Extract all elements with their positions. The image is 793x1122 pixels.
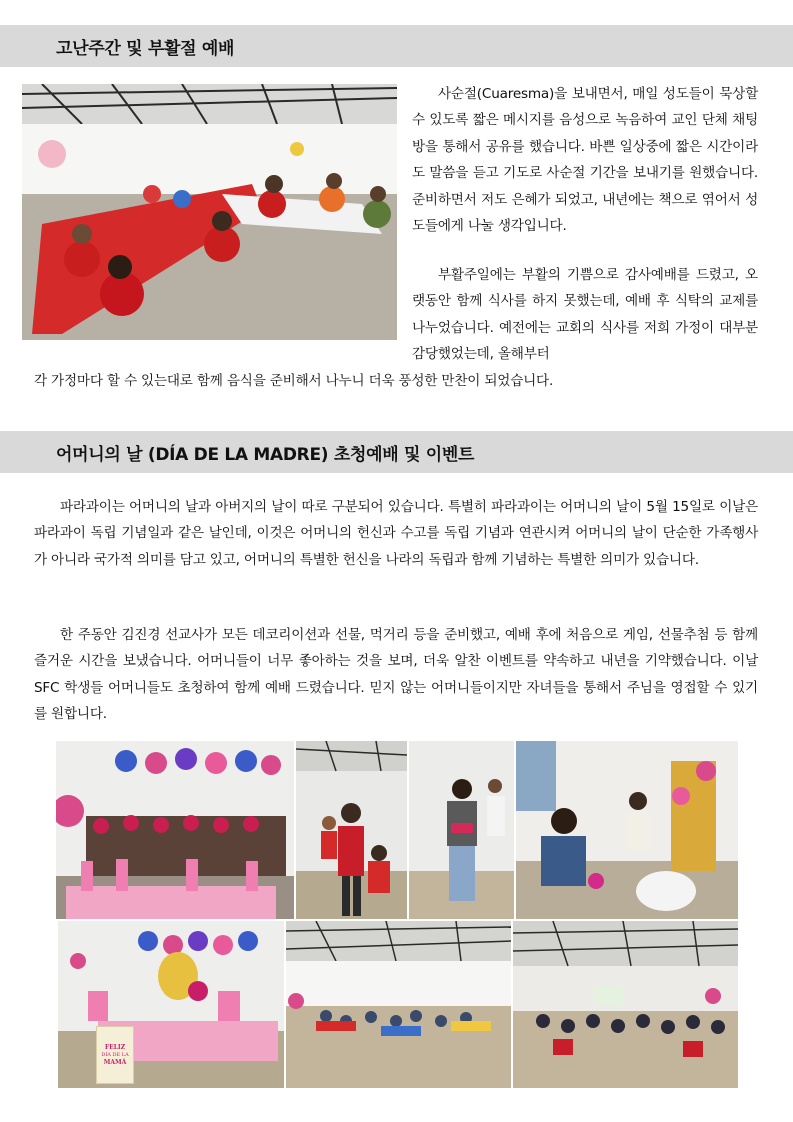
photo-hall-gathering (286, 921, 511, 1088)
sign-feliz: FELIZ (104, 1043, 126, 1051)
mothers-day-paragraph-1: 파라과이는 어머니의 날과 아버지의 날이 따로 구분되어 있습니다. 특별히 파라과이는 어머니의 날이 5월 15일로 이날은 파라과이 독립 기념일과 같은 날인데, 이것은 어머니의 헌신과 수고를 독립 기념과 연관시켜 어머니의 날이 단순한 가족행사가 아니라 국가적 의미를 담고 있고, 어머니의 특별한 헌신을 나라의 독립과 함께 기념하는 특별한 의미가 있습니다. (34, 499, 758, 568)
photo-easter-meal (22, 84, 397, 340)
easter-paragraph-1: 사순절(Cuaresma)을 보내면서, 매일 성도들이 묵상할 수 있도록 짧은 메시지를 음성으로 녹음하여 교인 단체 채팅방을 통해서 공유를 했습니다. 바쁜 일상중에 짧은 시간이라도 말씀을 듣고 기도로 사순절 기간을 보내기를 원했습니다. 준비하면서 저도 은혜가 되었고, 내년에는 책으로 엮어서 성도들에게 나눌 생각입니다. (412, 86, 758, 235)
sign-dia: DÍA DE LA (101, 1051, 129, 1058)
section-title-easter: 고난주간 및 부활절 예배 (56, 38, 235, 59)
sign-mama: MAMÁ (103, 1058, 127, 1066)
easter-paragraph-2: 부활주일에는 부활의 기쁨으로 감사예배를 드렸고, 오랫동안 함께 식사를 하지 못했는데, 예배 후 식탁의 교제를 나누었습니다. 예전에는 교회의 식사를 저희 가정이 대부분 감당했었는데, 올해부터 (412, 267, 758, 363)
photo-gift-preparation (516, 741, 738, 919)
feliz-dia-de-la-mama-sign (96, 1026, 134, 1084)
easter-paragraph-2-cont: 각 가정마다 할 수 있는대로 함께 음식을 준비해서 나누니 더욱 풍성한 만찬이 되었습니다. (34, 373, 554, 389)
section-header-easter (0, 25, 793, 67)
section-header-mothers-day (0, 431, 793, 473)
mothers-day-paragraph-2: 한 주동안 김진경 선교사가 모든 데코리이션과 선물, 먹거리 등을 준비했고, 예배 후에 처음으로 게임, 선물추첨 등 함께 즐거운 시간을 보냈습니다. 어머니들이 너무 좋아하는 것을 보며, 더욱 알찬 이벤트를 약속하고 내년을 기약했습니다. 이날 SFC 학생들 어머니들도 초청하여 함께 예배 드렸습니다. 믿지 않는 어머니들이지만 자녀들을 통해서 주님을 영접할 수 있기를 원합니다. (34, 627, 758, 723)
photo-mothers-group (56, 741, 294, 919)
photo-hall-seated (513, 921, 738, 1088)
photo-mother-children (296, 741, 407, 919)
photo-mother-gift (409, 741, 514, 919)
section-title-mothers-day: 어머니의 날 (DÍA DE LA MADRE) 초청예배 및 이벤트 (56, 444, 475, 465)
photo-decorated-table (58, 921, 284, 1088)
